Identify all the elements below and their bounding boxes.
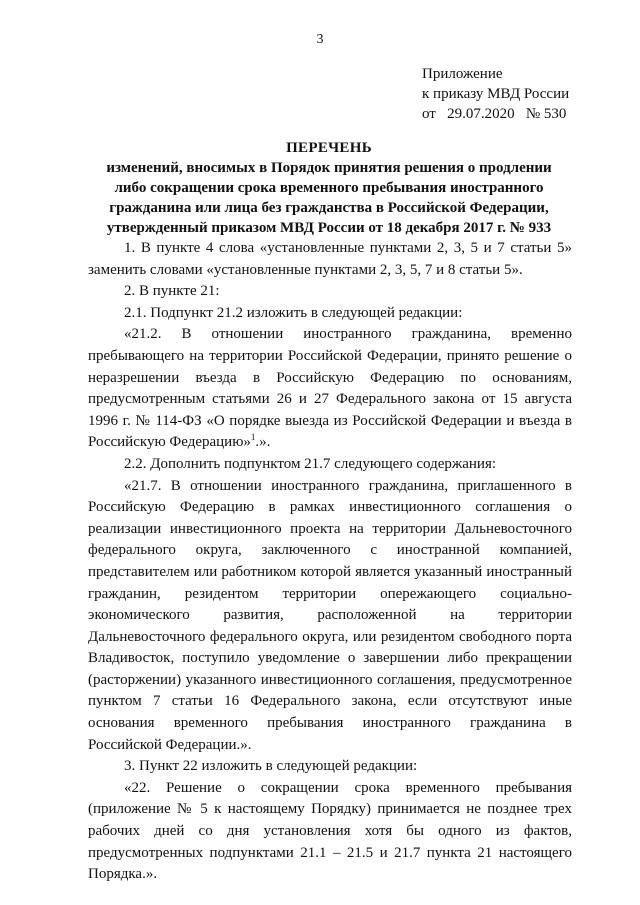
appendix-label: Приложение bbox=[422, 66, 503, 82]
paragraph-8: «22. Решение о сокращении срока временного пребывания (приложение № 5 к настоящему Порядку) принимается не позднее трех рабочих дней со дня установления хотя бы одного из фактов, предусмотренных подпунктами 21.1 – 21.5 и 21.7 пункта 21 настоящего Порядка.». bbox=[88, 779, 572, 883]
paragraph-1: 1. В пункте 4 слова «установленные пунктами 2, 3, 5 и 7 статьи 5» заменить словами «установленные пунктами 2, 3, 5, 7 и 8 статьи 5». bbox=[88, 240, 572, 278]
paragraph-4 bbox=[88, 324, 572, 454]
document-body bbox=[88, 238, 572, 886]
paragraph-2: 2. В пункте 21: bbox=[124, 283, 220, 300]
page-number: 3 bbox=[316, 32, 324, 47]
paragraph-4-end: .». bbox=[255, 434, 271, 451]
footnote-marker: 1 bbox=[250, 432, 256, 443]
appendix-order-date: от 29.07.2020 № 530 bbox=[422, 106, 567, 122]
paragraph-5: 2.2. Дополнить подпунктом 21.7 следующего содержания: bbox=[124, 455, 497, 472]
appendix-stamp bbox=[422, 64, 569, 124]
paragraph-6: «21.7. В отношении иностранного гражданина, приглашенного в Российскую Федерацию в рамках инвестиционного соглашения о реализации инвестиционного проекта на территории Дальневосточного федерального округа, заключенного с иностранной компанией, представителем или работником которой является указанный иностранный гражданин, резидентом территории опережающего социально-экономического развития, расположенной на территории Дальневосточного федерального округа, или резидентом свободного порта Владивосток, поступило уведомление о завершении либо прекращении (расторжении) указанного инвестиционного соглашения, предусмотренное пунктом 7 статьи 16 Федерального закона, если отсутствуют иные основания временного пребывания иностранного гражданина в Российской Федерации.». bbox=[88, 477, 572, 753]
document-heading bbox=[88, 138, 570, 238]
document-subtitle-line-1: изменений, вносимых в Порядок принятия решения о продлении bbox=[106, 160, 552, 176]
document-title: ПЕРЕЧЕНЬ bbox=[286, 140, 372, 156]
appendix-order-ref: к приказу МВД России bbox=[422, 86, 570, 102]
document-subtitle-line-4: утвержденный приказом МВД России от 18 декабря 2017 г. № 933 bbox=[106, 220, 552, 236]
paragraph-7: 3. Пункт 22 изложить в следующей редакции: bbox=[124, 758, 418, 775]
document-subtitle-line-2: либо сокращении срока временного пребывания иностранного bbox=[114, 180, 544, 196]
paragraph-4-text: «21.2. В отношении иностранного гражданина, временно пребывающего на территории Российской Федерации, принято решение о неразрешении въезда в Российскую Федерацию по основаниям, предусмотренным статьями 26 и 27 Федерального закона от 15 августа 1996 г. № 114-ФЗ «О порядке выезда из Российской Федерации и въезда в Российскую Федерацию» bbox=[88, 326, 572, 451]
document-subtitle-line-3: гражданина или лица без гражданства в Российской Федерации, bbox=[109, 200, 549, 216]
paragraph-3: 2.1. Подпункт 21.2 изложить в следующей редакции: bbox=[124, 304, 463, 321]
